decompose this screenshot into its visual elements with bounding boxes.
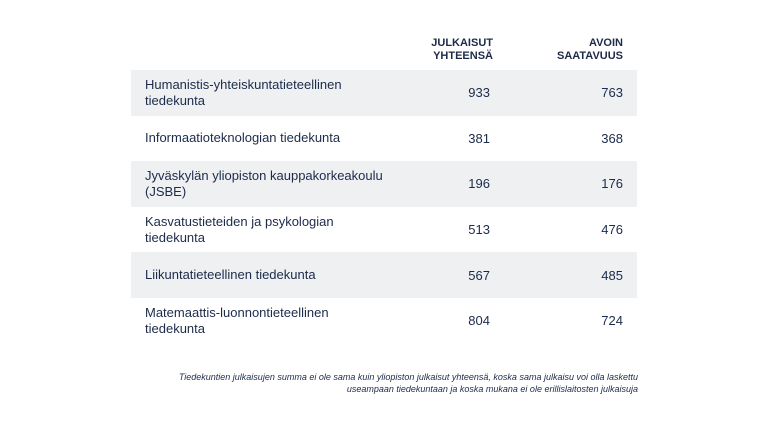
table-row bbox=[131, 207, 637, 253]
faculty-publications-table bbox=[131, 30, 637, 344]
row-open-value: 476 bbox=[601, 222, 623, 238]
row-faculty-label: Matemaattis-luonnontieteellinen tiedekunta bbox=[145, 304, 329, 336]
table-footnote: Tiedekuntien julkaisujen summa ei ole sama kuin yliopiston julkaisut yhteensä, koska sama julkaisu voi olla laskettu useampaan tiedekuntaan ja koska mukana ei ole erillislaitosten julkaisuja bbox=[178, 372, 638, 394]
row-open-value: 176 bbox=[601, 176, 623, 192]
row-open-value: 485 bbox=[601, 267, 623, 283]
row-total-value: 381 bbox=[468, 130, 490, 146]
row-faculty-label: Jyväskylän yliopiston kauppakorkeakoulu (JSBE) bbox=[145, 167, 383, 199]
row-open-value: 724 bbox=[601, 313, 623, 329]
table-row bbox=[131, 116, 637, 162]
row-faculty-label: Kasvatustieteiden ja psykologian tiedekunta bbox=[145, 213, 334, 245]
header-open-access: AVOIN SAATAVUUS bbox=[557, 37, 623, 62]
row-faculty-label: Liikuntatieteellinen tiedekunta bbox=[145, 267, 316, 283]
table-row bbox=[131, 252, 637, 298]
header-total-publications: JULKAISUT YHTEENSÄ bbox=[431, 37, 493, 62]
table-header bbox=[131, 30, 637, 70]
row-faculty-label: Humanistis-yhteiskuntatieteellinen tiedekunta bbox=[145, 76, 342, 108]
table-row bbox=[131, 161, 637, 207]
row-open-value: 368 bbox=[601, 130, 623, 146]
row-total-value: 804 bbox=[468, 313, 490, 329]
row-faculty-label: Informaatioteknologian tiedekunta bbox=[145, 130, 341, 146]
row-total-value: 567 bbox=[468, 267, 490, 283]
table-row bbox=[131, 298, 637, 344]
table-row bbox=[131, 70, 637, 116]
row-total-value: 933 bbox=[468, 85, 490, 101]
row-total-value: 196 bbox=[468, 176, 490, 192]
row-total-value: 513 bbox=[468, 222, 490, 238]
row-open-value: 763 bbox=[601, 85, 623, 101]
